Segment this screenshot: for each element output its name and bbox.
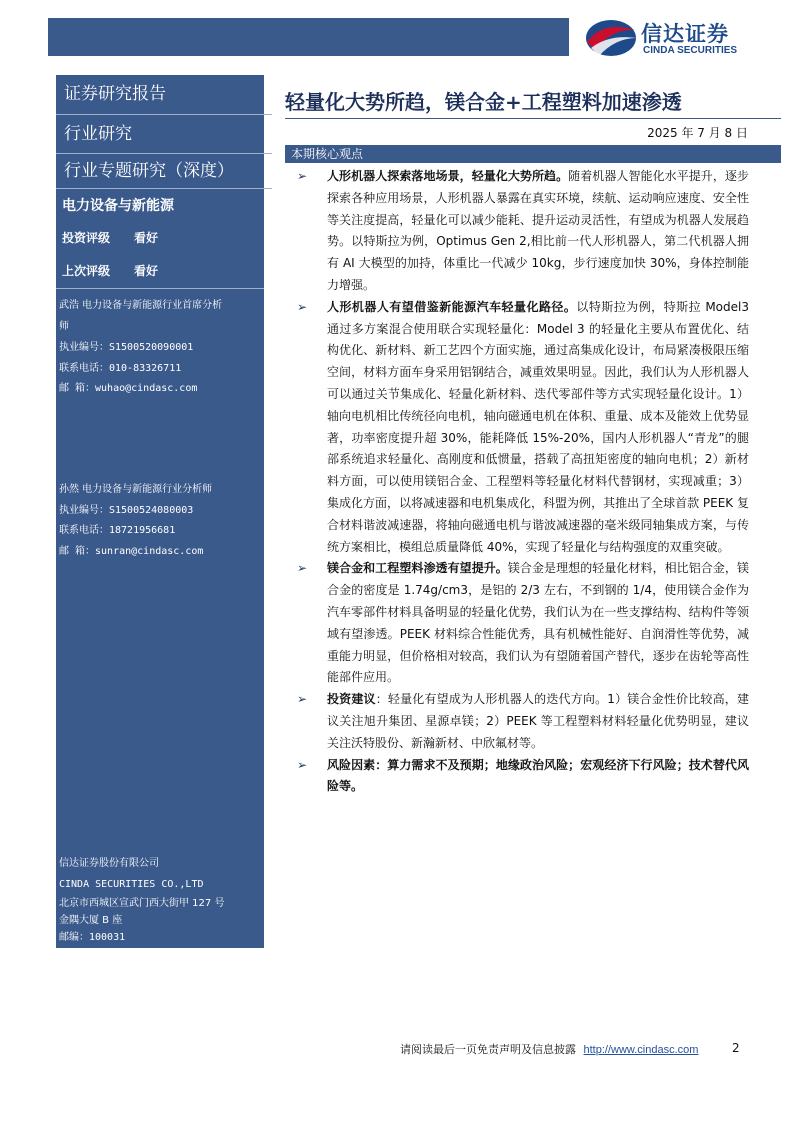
logo-text-en: CINDA SECURITIES (643, 45, 738, 56)
list-item (297, 297, 749, 559)
company-address-2: 金隅大厦 B 座 (59, 915, 123, 926)
bullet-lead: 风险因素：算力需求不及预期；地缘政治风险；宏观经济下行风险；技术替代风险等。 (327, 757, 749, 794)
analyst-2-phone: 联系电话：18721956681 (59, 525, 176, 536)
report-date: 2025 年 7 月 8 日 (647, 126, 748, 140)
list-item (297, 166, 749, 297)
bullet-body: 随着机器人智能化水平提升，逐步探索各种应用场景，人形机器人暴露在真实环境，续航、运动响应速度、安全性等关注度提高，轻量化可以减少能耗、提升运动灵活性，有望成为机器人发展趋势。以特斯拉为例，Optimus Gen 2,相比前一代人形机器人，第二代机器人拥有 AI 大模型的加持，体重比一代减少 10kg，步行速度加快 30%，身体控制能力增强。 (327, 169, 749, 292)
analyst-1-license: 执业编号：S1500520090001 (59, 342, 194, 353)
bullet-lead: 投资建议 (327, 692, 376, 707)
company-name-cn: 信达证券股份有限公司 (59, 858, 159, 869)
report-type: 证券研究报告 (56, 75, 272, 115)
bullet-body: ：轻量化有望成为人形机器人的迭代方向。1）镁合金性价比较高，建议关注旭升集团、星源卓镁；2）PEEK 等工程塑料材料轻量化优势明显，建议关注沃特股份、新瀚新材、中欣氟材等。 (327, 692, 749, 750)
prev-rating-value: 看好 (134, 264, 159, 278)
company-postcode: 邮编：100031 (59, 932, 126, 943)
key-points-list (297, 166, 749, 798)
company-name-en: CINDA SECURITIES CO.,LTD (59, 879, 204, 890)
list-item (297, 689, 749, 754)
bullet-lead: 镁合金和工程塑料渗透有望提升。 (327, 561, 508, 576)
sidebar (56, 75, 264, 948)
investment-rating (62, 229, 159, 246)
section-heading: 本期核心观点 (285, 145, 781, 163)
arrow-bullet-icon: ➢ (297, 299, 308, 314)
analyst-2-email[interactable]: 邮 箱：sunran@cindasc.com (59, 546, 204, 557)
rating-label: 投资评级 (62, 231, 111, 245)
website-link[interactable]: http://www.cindasc.com (583, 1044, 699, 1056)
disclaimer-text: 请阅读最后一页免责声明及信息披露 (400, 1043, 576, 1056)
rating-value: 看好 (134, 231, 159, 245)
analyst-1-title-cont: 师 (59, 321, 69, 332)
company-logo (583, 16, 783, 60)
prev-rating-label: 上次评级 (62, 264, 111, 278)
bullet-lead: 人形机器人探索落地场景，轻量化大势所趋。 (327, 169, 569, 183)
bullet-lead: 人形机器人有望借鉴新能源汽车轻量化路径。 (327, 299, 577, 314)
title-divider (285, 118, 781, 119)
analyst-1-title: 武浩 电力设备与新能源行业首席分析 (59, 300, 223, 311)
logo-text-cn: 信达证券 (641, 22, 729, 46)
arrow-bullet-icon: ➢ (297, 757, 308, 772)
analyst-1-email[interactable]: 邮 箱：wuhao@cindasc.com (59, 383, 198, 394)
page-number: 2 (732, 1041, 740, 1055)
analyst-2-license: 执业编号：S1500524080003 (59, 505, 194, 516)
analyst-2-title: 孙然 电力设备与新能源行业分析师 (59, 484, 213, 495)
sector-name: 电力设备与新能源 (62, 198, 174, 214)
list-item (297, 755, 749, 799)
arrow-bullet-icon: ➢ (297, 169, 308, 183)
bullet-body: 以特斯拉为例，特斯拉 Model3 通过多方案混合使用联合实现轻量化：Model 3 的轻量化主要从布置优化、结构优化、新材料、新工艺四个方面实施，通过高集成化设计，布局紧凑极限压缩空间，材料方面车身采用铝钢结合，减重效果明显。因此，我们认为人形机器人可以通过关节集成化、轻量化新材料、迭代零部件等方式实现轻量化设计。1）轴向电机相比传统径向电机，轴向磁通电机在体积、重量、成本及能效上优势显著，功率密度提升超 30%，能耗降低 15%-20%，国内人形机器人“青龙”的腿部系统追求轻量化、高刚度和低惯量，搭载了高扭矩密度的轴向电机；2）新材料方面，可以使用镁铝合金、工程塑料等轻量化材料代替钢材，实现减重；3）集成化方面，以将减速器和电机集成化，科盟为例，其推出了全球首款 PEEK 复合材料谐波减速器，将轴向磁通电机与谐波减速器的毫米级同轴集成方案，与传统方案相比，模组总质量降低 40%，实现了轻量化与结构强度的双重突破。 (327, 299, 749, 554)
footer (400, 1041, 698, 1057)
arrow-bullet-icon: ➢ (297, 561, 308, 576)
cinda-logo-icon (583, 16, 639, 60)
company-address-1: 北京市西城区宣武门西大街甲 127 号 (59, 898, 225, 909)
previous-rating (62, 262, 159, 279)
sidebar-divider (56, 288, 264, 289)
header-bar (48, 18, 569, 56)
arrow-bullet-icon: ➢ (297, 692, 308, 707)
report-subcategory: 行业专题研究（深度） (56, 154, 272, 189)
report-category: 行业研究 (56, 115, 272, 154)
bullet-body: 镁合金是理想的轻量化材料，相比铝合金，镁合金的密度是 1.74g/cm3，是铝的 2/3 左右，不到钢的 1/4，使用镁合金作为汽车零部件材料具备明显的轻量化优势，我们认为在一些支撑结构、结构件等领域有望渗透。PEEK 材料综合性能优秀，具有机械性能好、自润滑性等优势，减重能力明显，但价格相对较高，我们认为有望随着国产替代，逐步在齿轮等高性能部件应用。 (327, 561, 749, 685)
analyst-1-phone: 联系电话：010-83326711 (59, 363, 182, 374)
page-title: 轻量化大势所趋，镁合金+工程塑料加速渗透 (285, 90, 682, 114)
list-item (297, 558, 749, 689)
